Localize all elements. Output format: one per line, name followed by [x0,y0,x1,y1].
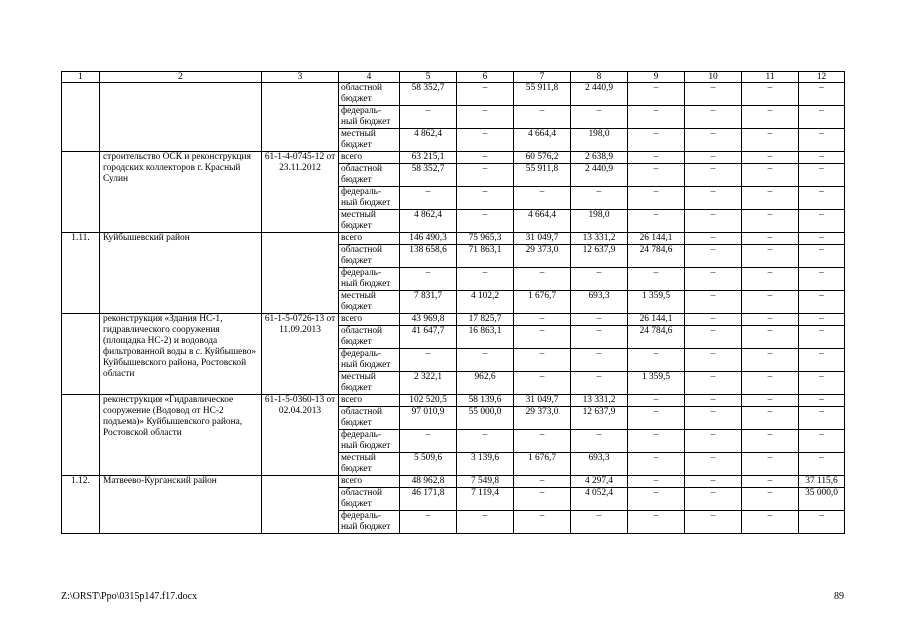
amount-cell: – [742,233,799,245]
amount-cell: – [742,326,799,349]
amount-cell: – [514,476,571,488]
table-row [62,83,845,106]
amount-cell: – [628,152,685,164]
amount-cell: – [628,395,685,407]
amount-cell: – [400,511,457,534]
amount-cell: – [742,187,799,210]
amount-cell: – [628,268,685,291]
amount-cell: – [685,430,742,453]
amount-cell: 1 676,7 [514,453,571,476]
amount-cell: – [799,430,845,453]
amount-cell: – [799,210,845,233]
amount-cell: – [628,83,685,106]
footer-file-path: Z:\ORST\Ppo\0315p147.f17.docx [61,591,198,602]
amount-cell: – [742,245,799,268]
amount-cell: – [571,268,628,291]
amount-cell: – [571,187,628,210]
amount-cell: – [685,187,742,210]
amount-cell: – [628,511,685,534]
amount-cell: 3 139,6 [457,453,514,476]
amount-cell: – [799,152,845,164]
funding-source: всего [339,395,400,407]
amount-cell: – [514,106,571,129]
amount-cell: 4 102,2 [457,291,514,314]
amount-cell: 962,6 [457,372,514,395]
amount-cell: – [400,106,457,129]
amount-cell: – [799,314,845,326]
amount-cell: – [571,106,628,129]
amount-cell: – [571,430,628,453]
amount-cell: – [742,106,799,129]
amount-cell: 37 115,6 [799,476,845,488]
amount-cell: – [628,407,685,430]
item-number [62,152,100,233]
amount-cell: 41 647,7 [400,326,457,349]
funding-source: областной бюджет [339,488,400,511]
amount-cell: – [799,349,845,372]
amount-cell: – [457,106,514,129]
document-reference: 61-1-5-0726-13 от 11.09.2013 [262,314,339,395]
amount-cell: – [685,152,742,164]
amount-cell: – [685,453,742,476]
amount-cell: 1 359,5 [628,291,685,314]
amount-cell: 31 049,7 [514,395,571,407]
funding-source: местный бюджет [339,210,400,233]
amount-cell: – [799,83,845,106]
amount-cell: 71 863,1 [457,245,514,268]
amount-cell: – [514,268,571,291]
table-row [62,233,845,245]
amount-cell: – [799,372,845,395]
amount-cell: – [799,164,845,187]
amount-cell: – [457,83,514,106]
amount-cell: – [799,291,845,314]
amount-cell: – [457,187,514,210]
item-name: строительство ОСК и реконструкция городских коллекторов г. Красный Сулин [100,152,262,233]
amount-cell: – [799,245,845,268]
amount-cell: 5 509,6 [400,453,457,476]
funding-source: федераль-ный бюджет [339,106,400,129]
column-number-row [62,72,845,83]
item-name: реконструкция «Гидравлическое сооружение (Водовод от НС-2 подъема)» Куйбышевского района, Ростовской области [100,395,262,476]
amount-cell: – [742,152,799,164]
amount-cell: – [742,453,799,476]
funding-source: местный бюджет [339,129,400,152]
amount-cell: – [457,164,514,187]
amount-cell: – [628,187,685,210]
amount-cell: – [685,476,742,488]
budget-table [61,71,845,534]
amount-cell: 13 331,2 [571,395,628,407]
amount-cell: – [514,326,571,349]
column-number: 11 [742,72,799,83]
amount-cell: – [571,314,628,326]
amount-cell: 146 490,3 [400,233,457,245]
column-number: 12 [799,72,845,83]
amount-cell: – [514,372,571,395]
amount-cell: 35 000,0 [799,488,845,511]
amount-cell: 26 144,1 [628,314,685,326]
amount-cell: – [799,106,845,129]
amount-cell: 26 144,1 [628,233,685,245]
amount-cell: 2 440,9 [571,164,628,187]
amount-cell: – [799,511,845,534]
amount-cell: – [628,488,685,511]
amount-cell: 46 171,8 [400,488,457,511]
amount-cell: – [457,210,514,233]
amount-cell: 7 119,4 [457,488,514,511]
amount-cell: 1 676,7 [514,291,571,314]
amount-cell: 63 215,1 [400,152,457,164]
amount-cell: 29 373,0 [514,407,571,430]
item-number: 1.12. [62,476,100,534]
funding-source: федераль-ный бюджет [339,187,400,210]
amount-cell: 12 637,9 [571,245,628,268]
item-number [62,395,100,476]
amount-cell: – [457,349,514,372]
funding-source: всего [339,152,400,164]
amount-cell: – [742,210,799,233]
amount-cell: – [742,430,799,453]
amount-cell: – [628,106,685,129]
amount-cell: 24 784,6 [628,326,685,349]
amount-cell: 198,0 [571,210,628,233]
item-number [62,83,100,152]
amount-cell: – [799,326,845,349]
table-row [62,152,845,164]
amount-cell: – [685,314,742,326]
amount-cell: – [457,152,514,164]
amount-cell: – [571,372,628,395]
amount-cell: – [742,372,799,395]
amount-cell: – [628,210,685,233]
amount-cell: 2 322,1 [400,372,457,395]
document-reference [262,476,339,534]
amount-cell: – [514,187,571,210]
amount-cell: – [457,129,514,152]
amount-cell: 4 052,4 [571,488,628,511]
amount-cell: 2 638,9 [571,152,628,164]
amount-cell: – [685,511,742,534]
funding-source: местный бюджет [339,372,400,395]
amount-cell: 13 331,2 [571,233,628,245]
amount-cell: – [457,511,514,534]
item-name [100,83,262,152]
amount-cell: – [685,349,742,372]
amount-cell: 55 000,0 [457,407,514,430]
amount-cell: – [799,395,845,407]
funding-source: всего [339,233,400,245]
amount-cell: – [685,395,742,407]
funding-source: всего [339,314,400,326]
amount-cell: – [514,314,571,326]
amount-cell: – [685,291,742,314]
amount-cell: 97 010,9 [400,407,457,430]
amount-cell: – [400,349,457,372]
amount-cell: 1 359,5 [628,372,685,395]
column-number: 10 [685,72,742,83]
amount-cell: – [742,83,799,106]
funding-source: областной бюджет [339,164,400,187]
item-name: реконструкция «Здания НС-1, гидравлического сооружения (площадка НС-2) и водовода фильтрованной воды в с. Куйбышево» Куйбышевского района, Ростовской области [100,314,262,395]
funding-source: всего [339,476,400,488]
amount-cell: – [742,511,799,534]
item-name: Матвеево-Курганский район [100,476,262,534]
amount-cell: – [571,349,628,372]
amount-cell: – [742,268,799,291]
amount-cell: – [685,164,742,187]
amount-cell: – [514,511,571,534]
amount-cell: 31 049,7 [514,233,571,245]
amount-cell: – [628,453,685,476]
amount-cell: – [457,268,514,291]
column-number: 9 [628,72,685,83]
amount-cell: 75 965,3 [457,233,514,245]
amount-cell: – [742,129,799,152]
column-number: 2 [100,72,262,83]
amount-cell: – [400,268,457,291]
amount-cell: 48 962,8 [400,476,457,488]
funding-source: федераль-ный бюджет [339,268,400,291]
amount-cell: – [571,326,628,349]
amount-cell: – [628,349,685,372]
amount-cell: – [628,430,685,453]
amount-cell: 138 658,6 [400,245,457,268]
amount-cell: 102 520,5 [400,395,457,407]
amount-cell: – [742,314,799,326]
funding-source: областной бюджет [339,83,400,106]
amount-cell: 60 576,2 [514,152,571,164]
amount-cell: 58 352,7 [400,83,457,106]
funding-source: местный бюджет [339,291,400,314]
amount-cell: 198,0 [571,129,628,152]
amount-cell: – [685,245,742,268]
amount-cell: – [628,476,685,488]
amount-cell: 43 969,8 [400,314,457,326]
amount-cell: 7 831,7 [400,291,457,314]
amount-cell: 4 297,4 [571,476,628,488]
amount-cell: 693,3 [571,453,628,476]
amount-cell: – [742,291,799,314]
amount-cell: 55 911,8 [514,83,571,106]
funding-source: федераль-ный бюджет [339,349,400,372]
amount-cell: – [400,430,457,453]
amount-cell: – [742,488,799,511]
column-number: 3 [262,72,339,83]
amount-cell: 29 373,0 [514,245,571,268]
amount-cell: – [685,268,742,291]
column-number: 6 [457,72,514,83]
funding-source: областной бюджет [339,245,400,268]
amount-cell: – [685,129,742,152]
document-reference: 61-1-5-0360-13 от 02.04.2013 [262,395,339,476]
amount-cell: – [514,488,571,511]
amount-cell: – [799,453,845,476]
amount-cell: – [742,164,799,187]
amount-cell: – [685,210,742,233]
amount-cell: – [799,268,845,291]
amount-cell: – [742,395,799,407]
amount-cell: – [685,233,742,245]
item-number [62,314,100,395]
amount-cell: 2 440,9 [571,83,628,106]
amount-cell: – [685,83,742,106]
amount-cell: – [685,407,742,430]
amount-cell: – [457,430,514,453]
amount-cell: 693,3 [571,291,628,314]
amount-cell: – [799,233,845,245]
amount-cell: – [685,372,742,395]
funding-source: местный бюджет [339,453,400,476]
column-number: 7 [514,72,571,83]
funding-source: федераль-ный бюджет [339,511,400,534]
amount-cell: 4 664,4 [514,210,571,233]
funding-source: областной бюджет [339,326,400,349]
amount-cell: 4 862,4 [400,210,457,233]
amount-cell: 4 664,4 [514,129,571,152]
item-number: 1.11. [62,233,100,314]
table-row [62,395,845,407]
amount-cell: – [742,476,799,488]
amount-cell: 16 863,1 [457,326,514,349]
amount-cell: 58 352,7 [400,164,457,187]
item-name: Куйбышевский район [100,233,262,314]
funding-source: федераль-ный бюджет [339,430,400,453]
amount-cell: 58 139,6 [457,395,514,407]
amount-cell: – [685,326,742,349]
amount-cell: – [799,129,845,152]
table-row [62,476,845,488]
page-number: 89 [834,591,844,602]
column-number: 8 [571,72,628,83]
amount-cell: 4 862,4 [400,129,457,152]
column-number: 1 [62,72,100,83]
amount-cell: 12 637,9 [571,407,628,430]
amount-cell: – [628,164,685,187]
amount-cell: 17 825,7 [457,314,514,326]
amount-cell: – [514,349,571,372]
table-row [62,314,845,326]
document-reference [262,233,339,314]
amount-cell: – [685,488,742,511]
document-reference [262,83,339,152]
amount-cell: – [742,407,799,430]
amount-cell: – [571,511,628,534]
amount-cell: – [628,129,685,152]
document-reference: 61-1-4-0745-12 от 23.11.2012 [262,152,339,233]
funding-source: областной бюджет [339,407,400,430]
amount-cell: 7 549,8 [457,476,514,488]
amount-cell: 55 911,8 [514,164,571,187]
amount-cell: 24 784,6 [628,245,685,268]
amount-cell: – [514,430,571,453]
amount-cell: – [799,187,845,210]
column-number: 4 [339,72,400,83]
column-number: 5 [400,72,457,83]
amount-cell: – [685,106,742,129]
amount-cell: – [799,407,845,430]
amount-cell: – [742,349,799,372]
amount-cell: – [400,187,457,210]
